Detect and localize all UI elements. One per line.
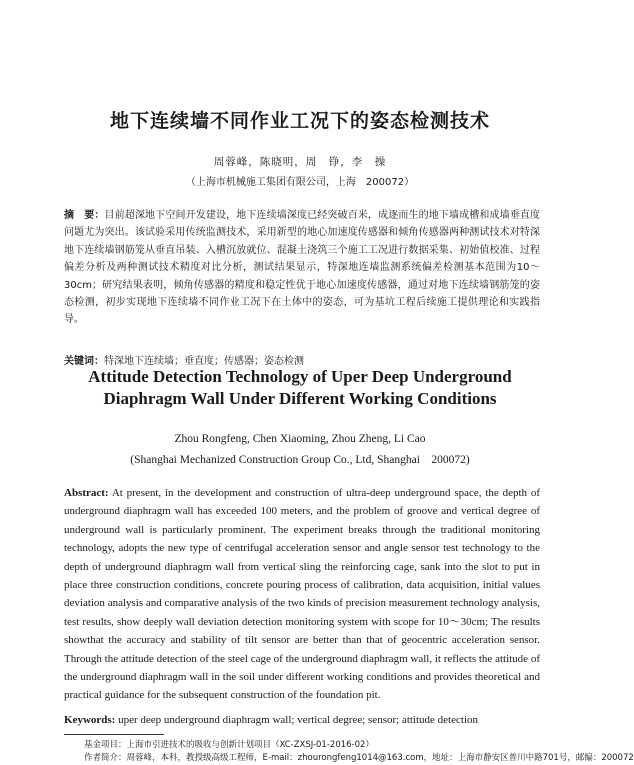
english-title [0, 366, 600, 410]
chinese-keywords-label: 关键词： [64, 356, 104, 367]
chinese-title: 地下连续墙不同作业工况下的姿态检测技术 [109, 110, 490, 132]
chinese-abstract [64, 207, 540, 329]
english-abstract-label: Abstract: [64, 487, 109, 499]
english-abstract [64, 484, 540, 705]
footnote-divider [64, 734, 164, 735]
author-footnote: 作者简介：周蓉峰，本科，教授级高级工程师，E-mail：zhourongfeng1014@163.com，地址：上海市静安区普川中路701号，邮编：200072 [84, 753, 634, 763]
english-keywords [64, 714, 540, 726]
english-keywords-label: Keywords: [64, 714, 116, 726]
english-keywords-text: uper deep underground diaphragm wall; vertical degree; sensor; attitude detection [118, 714, 478, 726]
chinese-affiliation: （上海市机械施工集团有限公司，上海 200072） [185, 177, 415, 188]
english-affiliation: (Shanghai Mechanized Construction Group Co., Ltd, Shanghai 200072) [130, 454, 470, 466]
english-title-line-1: Attitude Detection Technology of Uper Deep Underground [88, 367, 512, 386]
english-authors: Zhou Rongfeng, Chen Xiaoming, Zhou Zheng, Li Cao [174, 433, 426, 445]
english-title-line-2: Diaphragm Wall Under Different Working Conditions [103, 389, 497, 408]
fund-footnote: 基金项目：上海市引进技术的吸收与创新计划项目（XC-ZXSJ-01-2016-02） [84, 740, 374, 750]
english-abstract-text: At present, in the development and construction of ultra-deep underground space, the depth of underground diaphragm wall has exceeded 100 meters, and the problem of groove and vertical degree of underground wall is particularly prominent. The experiment breaks through the traditional monitoring technology, adopts the new type of centrifugal acceleration sensor and angle sensor test technology to the depth of underground diaphragm wall from vertical sling the reinforcing cage, sank into the slot to put in place three construction conditions, concrete pouring process of calibration, data acquisition, initial values deviation analysis and comparative analysis of the two kinds of precision measurement technology analysis, test results, show deeply wall deviation detection monitoring system with scope for 10～30cm; The results showthat the accuracy and stability of tilt sensor are better than that of geocentric acceleration sensor. Through the attitude detection of the steel cage of the underground diaphragm wall, it reflects the attitude of the underground diaphragm wall in the soil under different working conditions and provides theoretical and practical guidance for the subsequent construction of the foundation pit. [64, 487, 540, 702]
chinese-abstract-text: 目前超深地下空间开发建设，地下连续墙深度已经突破百米，成逐而生的地下墙成槽和成墙垂直度问题尤为突出。该试验采用传统监测技术，采用新型的地心加速度传感器和倾角传感器两种测试技术对特深地下连续墙钢筋笼从垂直吊装、入槽沉放就位、混凝土浇筑三个施工工况进行数据采集、初始值校准、过程偏差分析及两种测试技术精度对比分析，测试结果显示，特深地连墙监测系统偏差检测基本范围为10～30cm；研究结果表明，倾角传感器的精度和稳定性优于地心加速度传感器，通过对地下连续墙钢筋笼的姿态检测，初步实现地下连续墙不同作业工况下在土体中的姿态，可为基坑工程后续施工提供理论和实践指导。 [64, 210, 541, 326]
chinese-keywords-text: 特深地下连续墙；垂直度；传感器；姿态检测 [104, 356, 304, 367]
chinese-authors: 周蓉峰，陈晓明，周 铮，李 操 [213, 156, 387, 168]
chinese-keywords [64, 352, 540, 367]
chinese-abstract-label: 摘 要： [64, 210, 105, 221]
